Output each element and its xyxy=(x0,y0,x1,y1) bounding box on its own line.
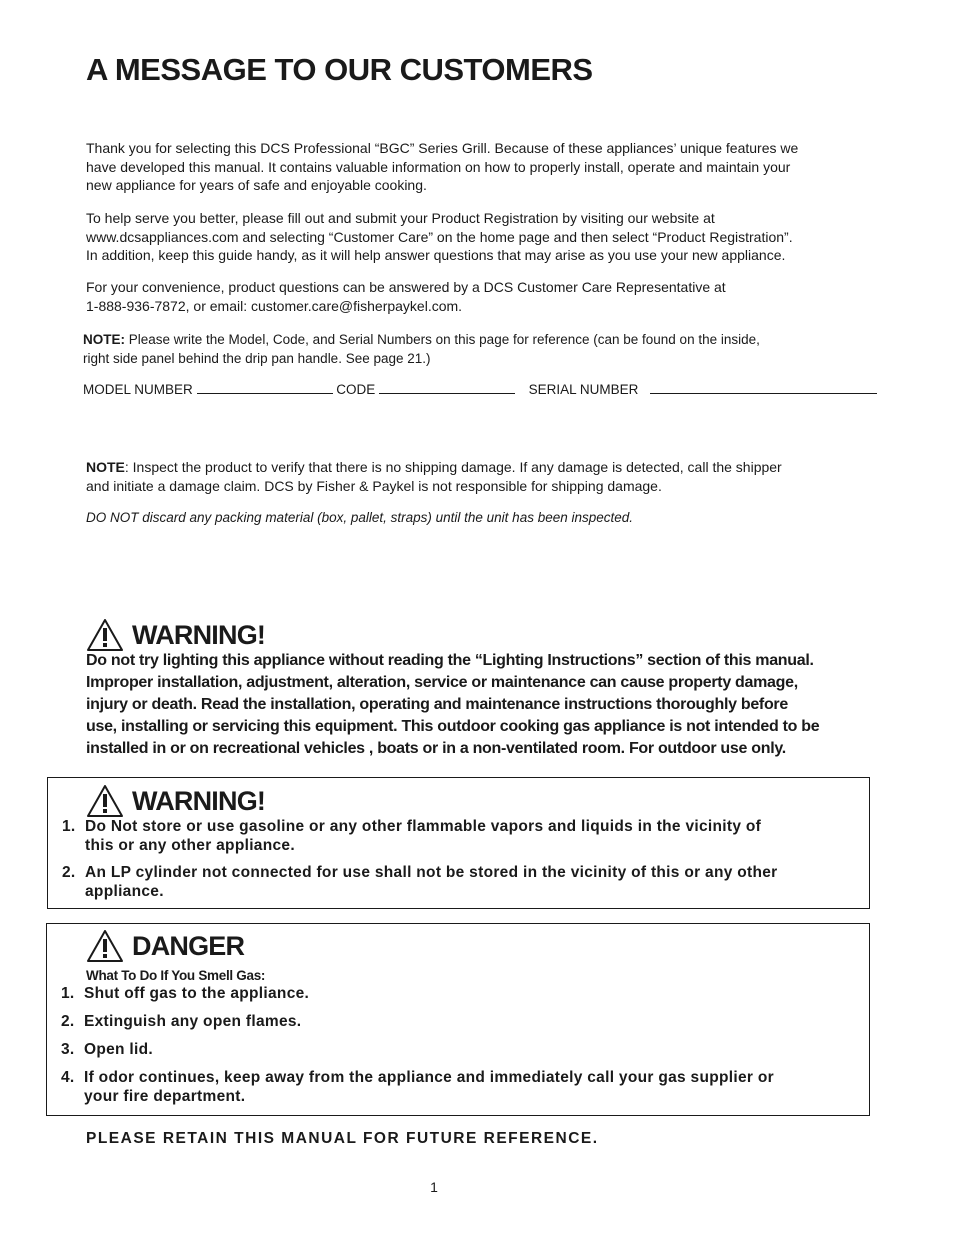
list-number: 2. xyxy=(61,1013,75,1030)
list-number: 4. xyxy=(61,1069,75,1086)
text-line: To help serve you better, please fill out and submit your Product Registration by visiting our website at xyxy=(86,210,715,226)
list-number: 3. xyxy=(61,1041,75,1058)
model-number-label: MODEL NUMBER xyxy=(83,382,193,397)
text-line: Do not try lighting this appliance without reading the “Lighting Instructions” section of this manual. xyxy=(86,652,814,669)
warning-triangle-icon xyxy=(86,618,124,652)
list-item xyxy=(47,1012,774,1031)
text-line: appliance. xyxy=(85,883,164,900)
shipping-damage-note xyxy=(86,458,896,495)
text-line: have developed this manual. It contains valuable information on how to properly install, operate and maintain your xyxy=(86,158,791,175)
text-line: new appliance for years of safe and enjoyable cooking. xyxy=(86,177,427,193)
serial-number-label: SERIAL NUMBER xyxy=(528,382,639,397)
list-number: 2. xyxy=(62,864,76,881)
note-text: Please write the Model, Code, and Serial Numbers on this page for reference (can be found on the inside, xyxy=(125,332,760,347)
text-line: your fire department. xyxy=(84,1088,246,1105)
warning-box xyxy=(47,777,870,909)
text-line: Open lid. xyxy=(84,1041,154,1058)
intro-paragraph xyxy=(86,139,896,195)
text-line: Extinguish any open flames. xyxy=(84,1013,302,1030)
page-number: 1 xyxy=(430,1179,438,1195)
text-line: 1-888-936-7872, or email: customer.care@fisherpaykel.com. xyxy=(86,297,463,314)
note-text: : Inspect the product to verify that there is no shipping damage. If any damage is detected, call the shipper xyxy=(124,459,782,475)
customer-care-paragraph xyxy=(86,278,896,315)
warning-list xyxy=(48,817,777,901)
text-line: www.dcsappliances.com and selecting “Customer Care” on the home page and then select “Product Registration”. xyxy=(86,228,793,245)
list-number: 1. xyxy=(62,818,76,835)
list-item xyxy=(47,1040,774,1059)
warning-triangle-icon xyxy=(86,929,124,963)
warning-triangle-icon xyxy=(86,784,124,818)
list-number: 1. xyxy=(61,985,75,1002)
text-line: use, installing or servicing this equipment. This outdoor cooking gas appliance is not intended to be xyxy=(86,718,820,735)
text-line xyxy=(86,458,896,477)
note-label: NOTE xyxy=(86,459,125,475)
danger-list xyxy=(47,984,774,1106)
list-item xyxy=(48,817,777,855)
note-label: NOTE: xyxy=(83,332,125,347)
text-line: Thank you for selecting this DCS Professional “BGC” Series Grill. Because of these appliances’ unique features we xyxy=(86,140,799,156)
serial-note xyxy=(83,331,893,368)
code-line xyxy=(379,380,515,394)
product-number-fields xyxy=(83,380,877,397)
serial-number-line xyxy=(650,380,877,394)
list-item xyxy=(47,1068,774,1106)
text-line: this or any other appliance. xyxy=(85,837,295,854)
warning-title: WARNING! xyxy=(132,619,266,650)
danger-subtitle: What To Do If You Smell Gas: xyxy=(86,968,266,983)
danger-title: DANGER xyxy=(132,930,245,961)
text-line: If odor continues, keep away from the appliance and immediately call your gas supplier or xyxy=(84,1069,774,1086)
registration-paragraph xyxy=(86,209,896,265)
text-line: Improper installation, adjustment, alteration, service or maintenance can cause property damage, xyxy=(86,674,798,691)
text-line: right side panel behind the drip pan handle. See page 21.) xyxy=(83,350,431,366)
warning-title: WARNING! xyxy=(132,785,266,816)
text-line: For your convenience, product questions can be answered by a DCS Customer Care Representative at xyxy=(86,279,726,295)
packing-material-note xyxy=(86,509,896,528)
text-line: and initiate a damage claim. DCS by Fisher & Paykel is not responsible for shipping damage. xyxy=(86,477,662,494)
page-title: A MESSAGE TO OUR CUSTOMERS xyxy=(86,52,593,87)
model-number-line xyxy=(197,380,333,394)
text-line xyxy=(83,331,893,350)
list-item xyxy=(47,984,774,1003)
text-line: DO NOT discard any packing material (box, pallet, straps) until the unit has been inspected. xyxy=(86,510,634,525)
warning-section xyxy=(86,618,819,760)
warning-text xyxy=(86,650,819,760)
text-line: installed in or on recreational vehicles , boats or in a non-ventilated room. For outdoor use only. xyxy=(86,740,786,757)
list-item xyxy=(48,863,777,901)
code-label: CODE xyxy=(336,382,376,397)
text-line: An LP cylinder not connected for use shall not be stored in the vicinity of this or any other xyxy=(85,864,778,881)
danger-heading xyxy=(86,929,244,963)
warning-heading xyxy=(86,618,819,652)
text-line: In addition, keep this guide handy, as it will help answer questions that may arise as you use your new appliance. xyxy=(86,247,786,263)
danger-box xyxy=(46,923,870,1116)
text-line: Shut off gas to the appliance. xyxy=(84,985,310,1002)
text-line: Do Not store or use gasoline or any other flammable vapors and liquids in the vicinity of xyxy=(85,818,762,835)
warning-heading xyxy=(86,784,265,818)
retain-manual-notice: PLEASE RETAIN THIS MANUAL FOR FUTURE REFERENCE. xyxy=(86,1130,599,1147)
text-line: injury or death. Read the installation, operating and maintenance instructions thoroughly before xyxy=(86,696,788,713)
